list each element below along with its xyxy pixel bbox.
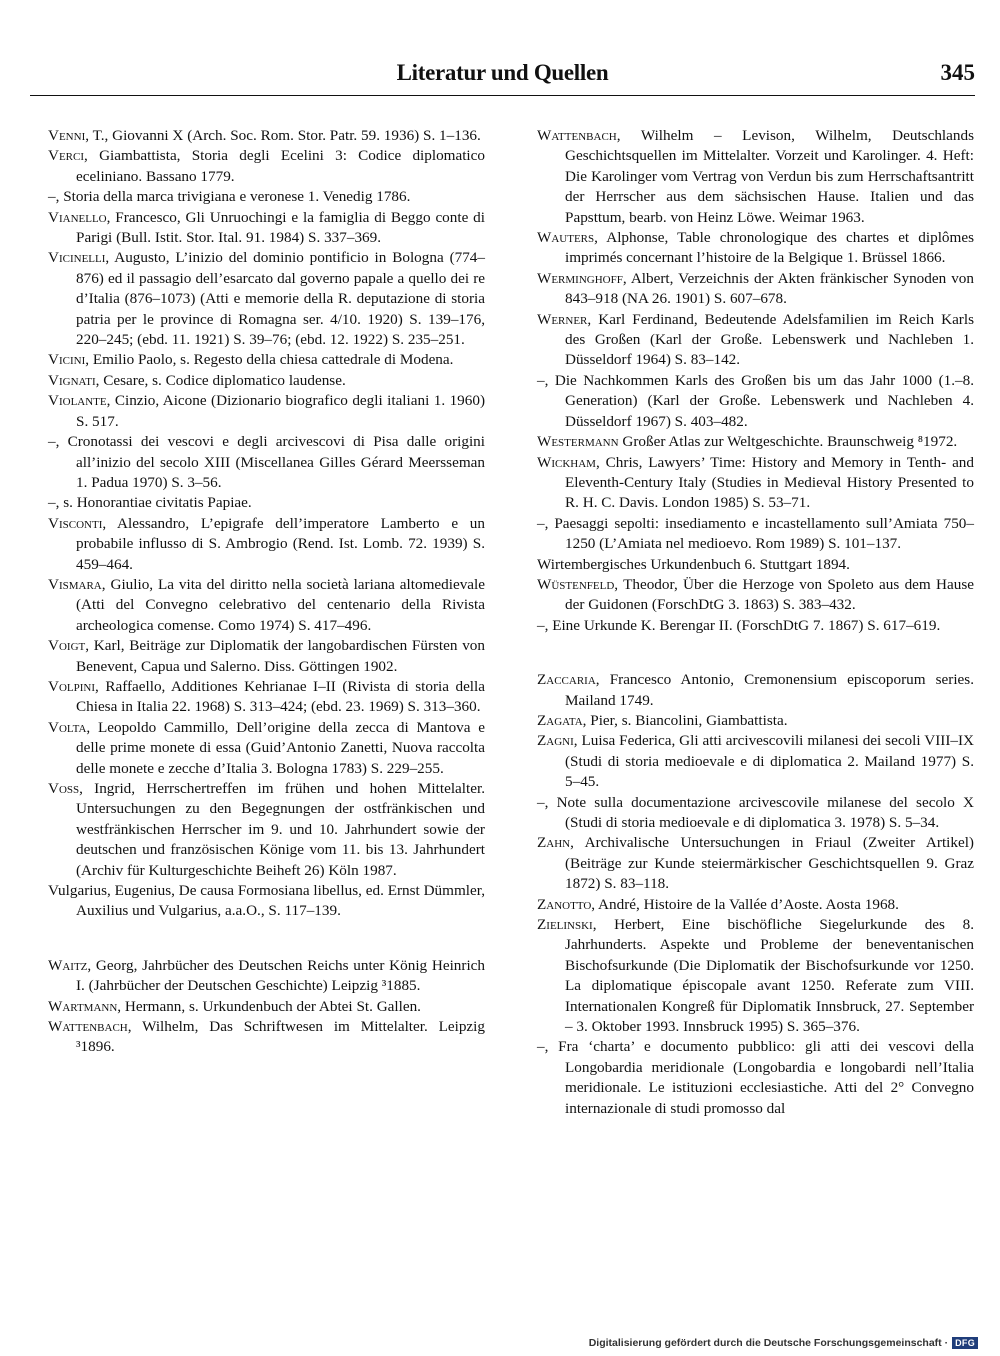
entry-text: , Hermann, s. Urkundenbuch der Abtei St. Gallen. (117, 997, 421, 1015)
bib-entry (537, 575, 974, 616)
bib-entry (48, 146, 485, 187)
entry-text: , Theodor, Über die Herzoge von Spoleto aus dem Hause der Guidonen (ForschDtG 3. 1863) S. 383–432. (565, 575, 974, 614)
left-column (48, 126, 485, 1058)
entry-author: Zagni (537, 732, 574, 750)
bib-entry (537, 731, 974, 792)
entry-author: Volpini (48, 677, 96, 695)
entry-text: , Herbert, Eine bischöfliche Siegelurkunde des 8. Jahrhunderts. Aspekte und Probleme der beneventanischen Bischofsurkunde (Die Diplomatik der Bischofsurkunde vor 1250. La diplomatique épiscopale avant 1250. Referate zum VIII. Internationalen Kongreß für Diplomatik Innsbruck, 27. September – 3. Oktober 1993. Innsbruck 1995) S. 365–376. (565, 916, 974, 1036)
page-title: Literatur und Quellen (396, 60, 609, 85)
entry-author: Westermann (537, 433, 619, 451)
right-column (537, 126, 974, 1119)
bib-entry (537, 126, 974, 228)
bib-entry (537, 453, 974, 514)
entry-text: –, Die Nachkommen Karls des Großen bis um das Jahr 1000 (1.–8. Generation) (Karl der Große. Lebenswerk und Nachleben 4. Düsseldorf 1967) S. 403–482. (537, 371, 974, 430)
bib-entry (48, 371, 485, 391)
entry-author: Vicinelli (48, 249, 106, 267)
entry-author: Vignati (48, 371, 96, 389)
bib-entry (537, 915, 974, 1037)
bib-entry (48, 956, 485, 997)
bib-entry (537, 670, 974, 711)
entry-text: , Wilhelm – Levison, Wilhelm, Deutschlands Geschichtsquellen im Mittelalter. Vorzeit und Karolinger. 4. Heft: Die Karolinger vom Vertrag von Verdun bis zum Herrschaftsantritt der Herrscher aus dem sächsischen Hause. Italien und das Papsttum, bearb. von Heinz Löwe. Weimar 1963. (565, 127, 974, 226)
entry-text: , Chris, Lawyers’ Time: History and Memory in Tenth- and Eleventh-Century Italy (Studies in Medieval History Presented to R. H. C. Davis. London 1985) S. 53–71. (565, 453, 974, 512)
bib-entry (48, 575, 485, 636)
entry-author: Venni (48, 127, 86, 144)
entry-author: Vianello (48, 208, 107, 226)
bib-entry (537, 371, 974, 432)
entry-author: Visconti (48, 514, 103, 532)
entry-text: , Archivalische Untersuchungen in Friaul (Zweiter Artikel) (Beiträge zur Kunde steiermärkischer Geschichtsquellen 9. Graz 1872) S. 83–118. (565, 834, 974, 893)
bib-entry (48, 187, 485, 207)
bib-entry (48, 1017, 485, 1058)
bib-entry (48, 493, 485, 513)
bib-entry (48, 248, 485, 350)
bib-entry (48, 126, 485, 146)
bib-entry (48, 350, 485, 370)
entry-text: , Giambattista, Storia degli Ecelini 3: Codice diplomatico eceliniano. Bassano 1779. (76, 147, 485, 185)
entry-author: Wauters (537, 229, 595, 247)
entry-text: , Karl, Beiträge zur Diplomatik der langobardischen Fürsten von Benevent, Capua und Salerno. Diss. Göttingen 1902. (76, 637, 485, 675)
bib-entry (48, 718, 485, 779)
entry-author: Zielinski (537, 916, 593, 934)
entry-author: Vismara (48, 575, 102, 593)
bib-entry (48, 391, 485, 432)
entry-author: Werner (537, 310, 588, 328)
entry-text: , Giulio, La vita del diritto nella società lariana altomedievale (Atti del Convegno celebrativo del centenario della Rivista archeologica comense. Como 1974) S. 417–496. (76, 575, 485, 634)
entry-author: Wüstenfeld (537, 575, 615, 593)
bib-entry (537, 793, 974, 834)
entry-text: , Pier, s. Biancolini, Giambattista. (582, 711, 788, 729)
bib-entry (48, 779, 485, 881)
entry-author: Zanotto (537, 895, 592, 913)
footer-text: Digitalisierung gefördert durch die Deutsche Forschungsgemeinschaft · (588, 1337, 949, 1349)
entry-author: Verci (48, 147, 85, 165)
bib-entry (48, 514, 485, 575)
bib-entry (48, 997, 485, 1017)
entry-author: Voss (48, 780, 80, 797)
entry-text: , Cinzio, Aicone (Dizionario biografico degli italiani 1. 1960) S. 517. (76, 392, 485, 430)
entry-text: –, Note sulla documentazione arcivescovile milanese del secolo X (Studi di storia medioevale e di diplomatica 3. 1978) S. 5–34. (537, 793, 974, 831)
entry-text: , Augusto, L’inizio del dominio pontificio in Bologna (774–876) ed il passagio dell’esarcato dal governo papale a quello dei re d’Italia (876–1073) (Atti e memorie della R. deputazione di storia patria per le province di Romagna ser. 4/10. 1920) S. 139–176, 220–245; (ebd. 11. 1921) S. 39–76; (ebd. 12. 1922) S. 235–251. (76, 249, 485, 349)
bib-entry (537, 895, 974, 915)
entry-author: Violante (48, 392, 107, 410)
dfg-logo-icon: DFG (952, 1337, 978, 1349)
entry-text: , Georg, Jahrbücher des Deutschen Reichs unter König Heinrich I. (Jahrbücher der Deutschen Geschichte) Leipzig ³1885. (76, 956, 485, 995)
bib-entry (537, 833, 974, 894)
dfg-footer (589, 1337, 978, 1349)
entry-author: Volta (48, 718, 87, 736)
entry-text: , Emilio Paolo, s. Regesto della chiesa cattedrale di Modena. (85, 351, 454, 369)
entry-author: Wattenbach (537, 127, 617, 144)
bib-entry (537, 228, 974, 269)
entry-text: , Alphonse, Table chronologique des chartes et diplômes imprimés concernant l’histoire de la Belgique 1. Brüssel 1866. (565, 229, 974, 267)
entry-text: , T., Giovanni X (Arch. Soc. Rom. Stor. Patr. 59. 1936) S. 1–136. (85, 127, 481, 144)
entry-author: Wickham (537, 453, 596, 471)
entry-text: –, Fra ‘charta’ e documento pubblico: gli atti dei vescovi della Longobardia meridionale (Longobardia e longobardi nell’Italia meridionale. Le istituzioni ecclesiastiche. Atti del 2° Convegno internazionale di studi promosso dal (537, 1038, 974, 1117)
entry-author: Zaccaria (537, 671, 596, 689)
entry-author: Zahn (537, 834, 571, 852)
entry-text: Großer Atlas zur Weltgeschichte. Braunschweig ⁸1972. (618, 433, 958, 451)
letter-gap (48, 922, 485, 956)
entry-text: –, Paesaggi sepolti: insediamento e incastellamento sull’Amiata 750–1250 (L’Amiata nel medioevo. Rom 1989) S. 101–137. (537, 514, 974, 553)
entry-text: –, Eine Urkunde K. Berengar II. (ForschDtG 7. 1867) S. 617–619. (537, 616, 941, 634)
entry-text: , Ingrid, Herrschertreffen im frühen und hohen Mittelalter. Untersuchungen zu den Begegnungen der ostfränkischen und westfränkischen Herrscher im 9. und 10. Jahrhundert sowie der deutschen und französischen Könige vom 11. bis 13. Jahrhundert (Archiv für Kulturgeschichte Beiheft 26) Köln 1987. (76, 780, 485, 879)
entry-text: Wirtembergisches Urkundenbuch 6. Stuttgart 1894. (537, 555, 850, 573)
entry-text: –, Storia della marca trivigiana e veronese 1. Venedig 1786. (48, 188, 411, 206)
entry-text: Vulgarius, Eugenius, De causa Formosiana libellus, ed. Ernst Dümmler, Auxilius und Vulgarius, a.a.O., S. 117–139. (48, 882, 485, 920)
entry-text: , Alessandro, L’epigrafe dell’imperatore Lamberto e un probabile influsso di S. Ambrogio (Rend. Ist. Lomb. 72. 1939) S. 459–464. (76, 514, 485, 573)
entry-author: Wattenbach (48, 1018, 128, 1036)
bib-entry (48, 636, 485, 677)
header-rule (30, 95, 975, 96)
entry-text: , Luisa Federica, Gli atti arcivescovili milanesi dei secoli VIII–IX (Studi di storia medioevale e di diplomatica 2. Mailand 1977) S. 5–45. (565, 732, 974, 791)
entry-text: , Wilhelm, Das Schriftwesen im Mittelalter. Leipzig ³1896. (76, 1018, 485, 1056)
entry-text: , Leopoldo Cammillo, Dell’origine della zecca di Mantova e delle prime monete di essa (Guid’Antonio Zanetti, Nuova raccolta delle monete e zecche d’Italia 3. Bologna 1783) S. 229–255. (76, 718, 485, 777)
bib-entry (48, 881, 485, 922)
entry-text: –, s. Honorantiae civitatis Papiae. (48, 494, 252, 512)
entry-text: , Francesco Antonio, Cremonensium episcoporum series. Mailand 1749. (565, 671, 974, 709)
entry-author: Voigt (48, 637, 86, 655)
page-number: 345 (940, 60, 975, 85)
entry-author: Waitz (48, 956, 88, 974)
entry-author: Werminghoff (537, 269, 623, 287)
entry-text: , André, Histoire de la Vallée d’Aoste. Aosta 1968. (591, 895, 899, 913)
bib-entry (537, 711, 974, 731)
bib-entry (537, 1037, 974, 1119)
letter-gap (537, 636, 974, 670)
bib-entry (537, 269, 974, 310)
bib-entry (537, 555, 974, 575)
entry-text: , Raffaello, Additiones Kehrianae I–II (Rivista di storia della Chiesa in Italia 22. 1968) S. 313–424; (ebd. 23. 1969) S. 313–360. (76, 677, 485, 716)
entry-text: , Cesare, s. Codice diplomatico laudense. (95, 371, 346, 389)
bib-entry (48, 432, 485, 493)
entry-author: Vicini (48, 351, 86, 369)
bib-entry (48, 677, 485, 718)
running-header (30, 60, 975, 94)
entry-text: , Karl Ferdinand, Bedeutende Adelsfamilien im Reich Karls des Großen (Karl der Große. Lebenswerk und Nachleben 1. Düsseldorf 1964) S. 83–142. (565, 310, 974, 369)
entry-text: –, Cronotassi dei vescovi e degli arcivescovi di Pisa dalle origini all’inizio del secolo XIII (Miscellanea Gilles Gérard Meersseman 1. Padua 1970) S. 3–56. (48, 433, 485, 491)
entry-text: , Albert, Verzeichnis der Akten fränkischer Synoden von 843–918 (NA 26. 1901) S. 607–678. (565, 269, 974, 308)
bib-entry (537, 432, 974, 452)
entry-text: , Francesco, Gli Unruochingi e la famiglia di Beggo conte di Parigi (Bull. Istit. Stor. Ital. 91. 1984) S. 337–369. (76, 208, 485, 247)
bib-entry (537, 310, 974, 371)
bib-entry (537, 514, 974, 555)
bib-entry (537, 616, 974, 636)
bib-entry (48, 208, 485, 249)
entry-author: Zagata (537, 711, 583, 729)
entry-author: Wartmann (48, 997, 118, 1015)
